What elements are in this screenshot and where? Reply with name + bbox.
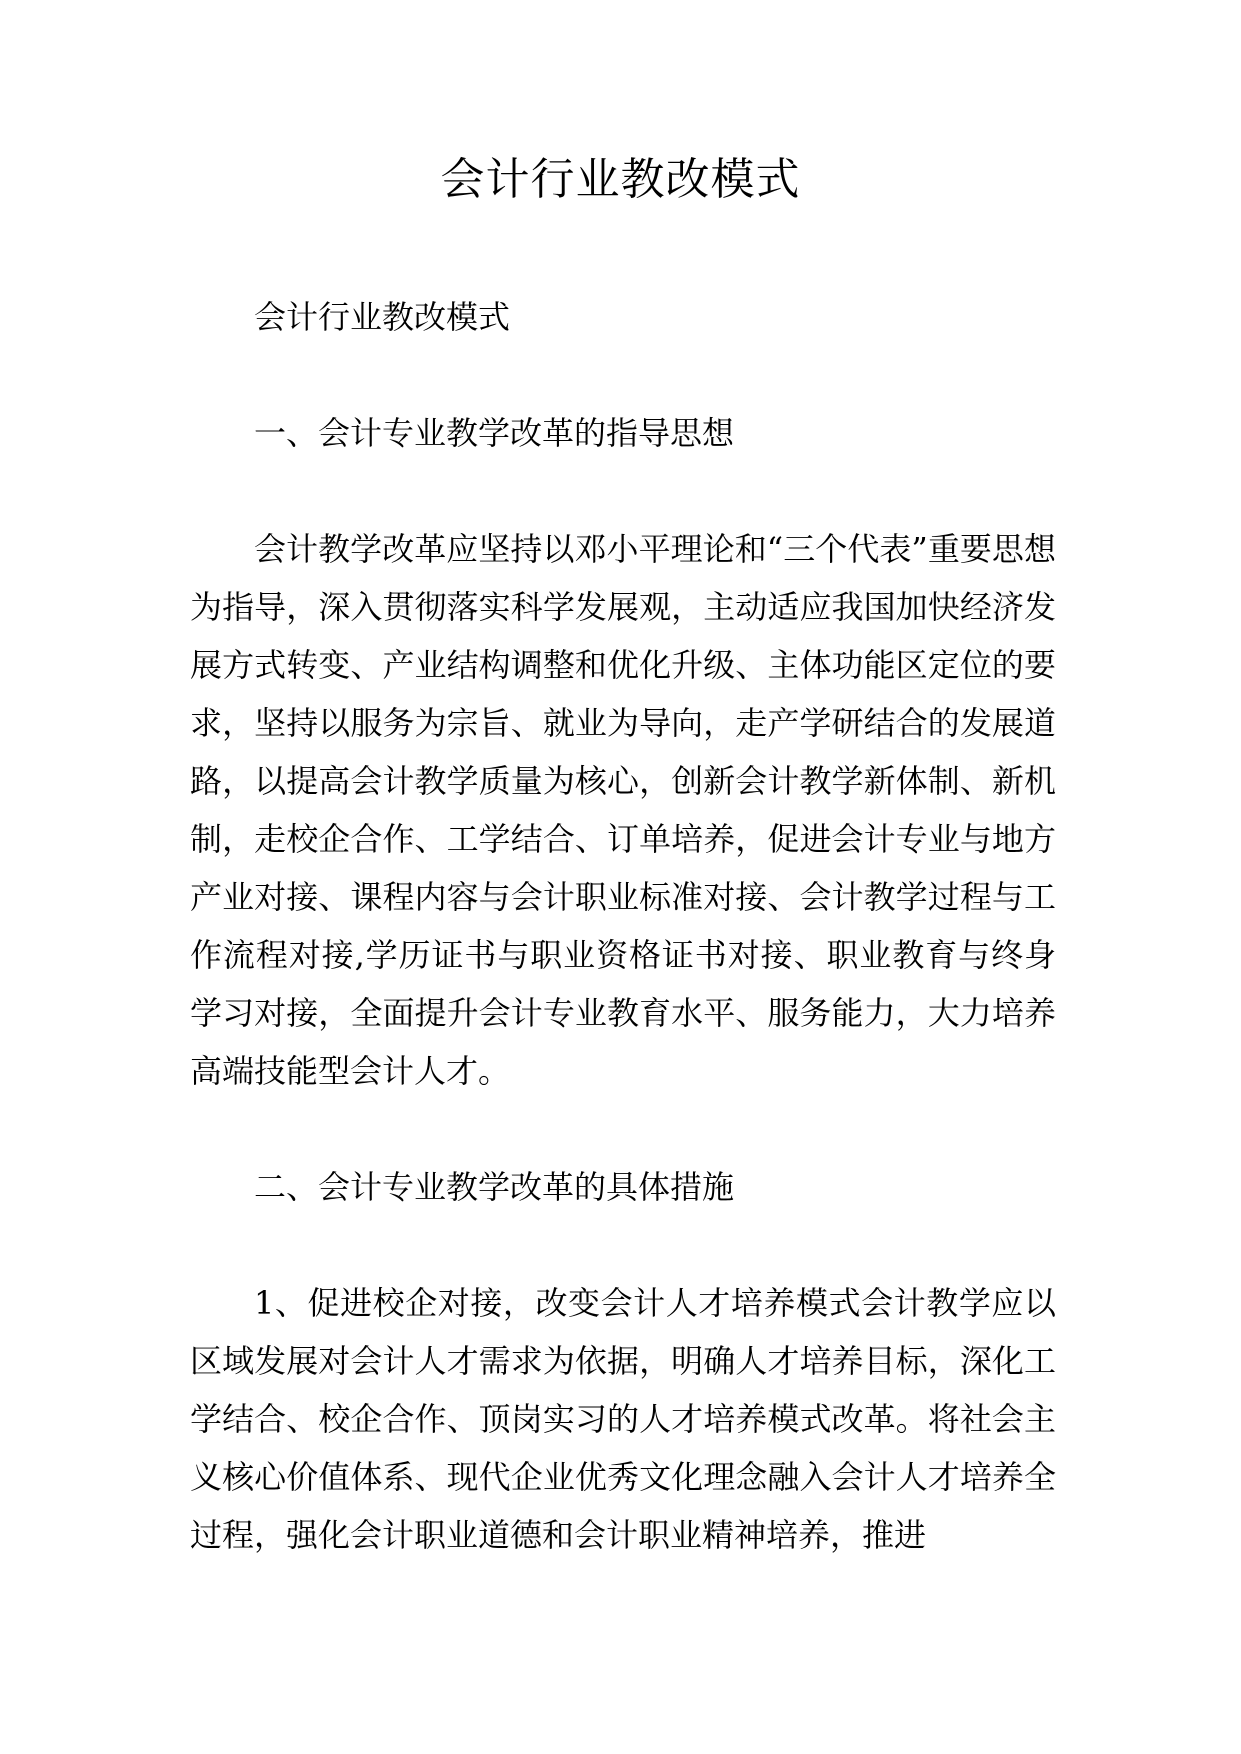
section-paragraph-2: 1、促进校企对接，改变会计人才培养模式会计教学应以区域发展对会计人才需求为依据，明确人才培养目标，深化工学结合、校企合作、顶岗实习的人才培养模式改革。将社会主义核心价值体系、现代企业优秀文化理念融入会计人才培养全过程，强化会计职业道德和会计职业精神培养，推进 bbox=[190, 1284, 1056, 1554]
section-paragraph-1: 会计教学改革应坚持以邓小平理论和“三个代表”重要思想为指导，深入贯彻落实科学发展观，主动适应我国加快经济发展方式转变、产业结构调整和优化升级、主体功能区定位的要求，坚持以服务为宗旨、就业为导向，走产学研结合的发展道路，以提高会计教学质量为核心，创新会计教学新体制、新机制，走校企合作、工学结合、订单培养，促进会计专业与地方产业对接、课程内容与会计职业标准对接、会计教学过程与工作流程对接,学历证书与职业资格证书对接、职业教育与终身学习对接，全面提升会计专业教育水平、服务能力，大力培养高端技能型会计人才。 bbox=[190, 530, 1056, 1090]
document-title: 会计行业教改模式 bbox=[440, 154, 801, 205]
section-heading-2: 二、会计专业教学改革的具体措施 bbox=[254, 1168, 735, 1206]
section-heading-1: 一、会计专业教学改革的指导思想 bbox=[254, 414, 735, 452]
document-subtitle: 会计行业教改模式 bbox=[254, 298, 511, 336]
